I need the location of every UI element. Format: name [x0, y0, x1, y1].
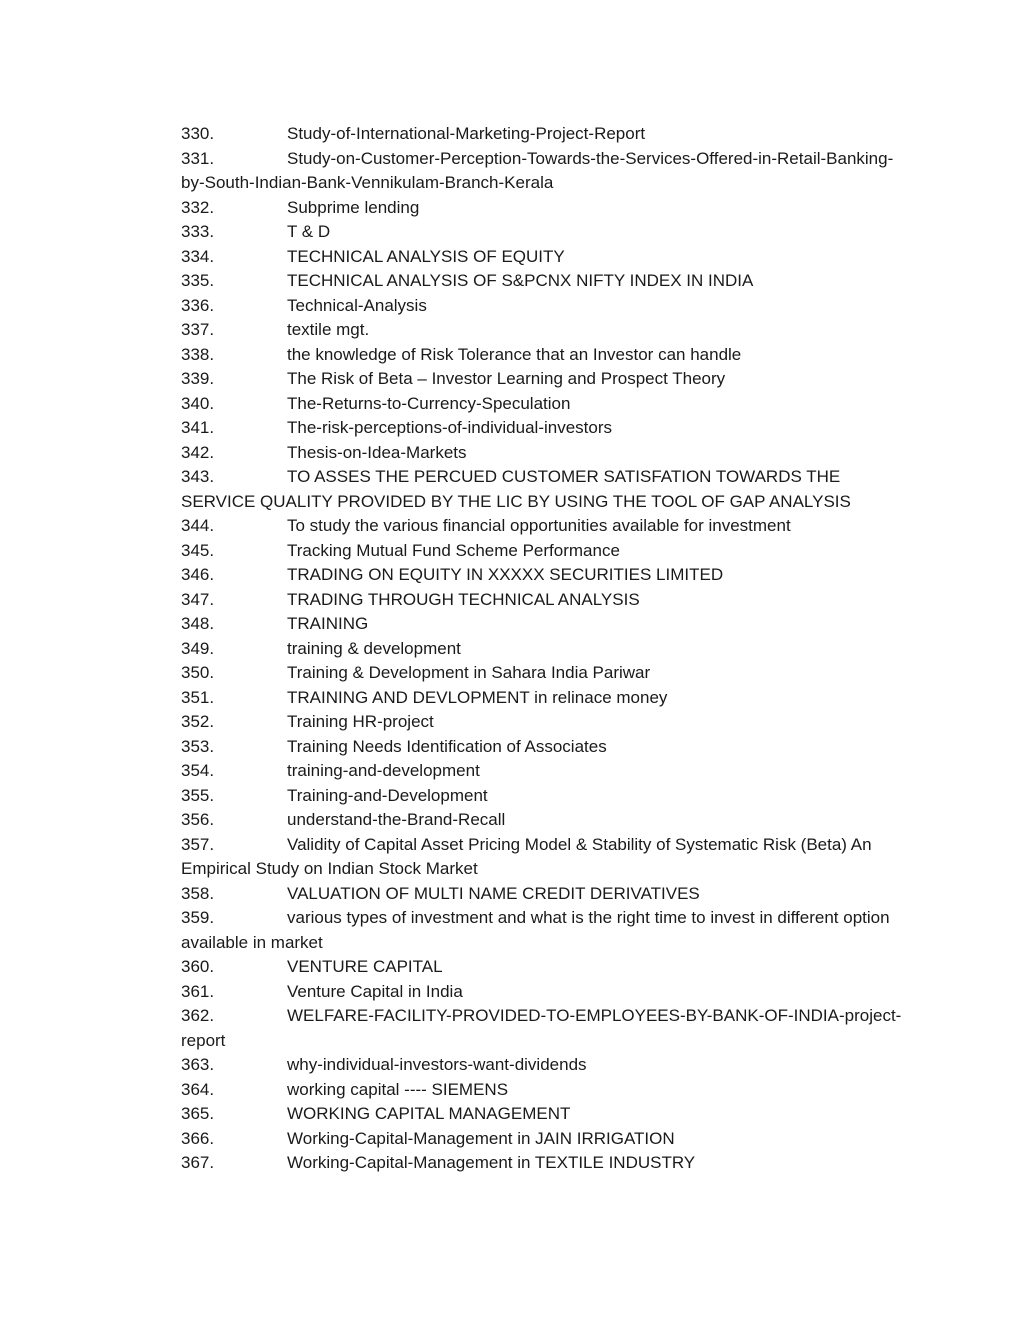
item-title: Training & Development in Sahara India Pariwar	[287, 663, 651, 682]
item-title: Study-on-Customer-Perception-Towards-the-Services-Offered-in-Retail-Banking-by-South-Indian-Bank-Vennikulam-Branch-Kerala	[181, 148, 894, 192]
item-title: To study the various financial opportunities available for investment	[287, 516, 791, 535]
list-item	[181, 416, 911, 441]
list-item	[181, 955, 911, 980]
list-item	[181, 588, 911, 613]
item-title: The-risk-perceptions-of-individual-investors	[287, 418, 613, 437]
item-number: 353.	[181, 736, 215, 756]
list-item	[181, 735, 911, 760]
item-title: Working-Capital-Management in JAIN IRRIGATION	[287, 1128, 675, 1148]
item-title: Training HR-project	[287, 712, 434, 731]
item-number: 347.	[181, 589, 215, 609]
list-item	[181, 1151, 911, 1176]
list-item	[181, 196, 911, 221]
item-title: TECHNICAL ANALYSIS OF S&PCNX NIFTY INDEX IN INDIA	[287, 271, 754, 290]
item-number: 339.	[181, 369, 215, 388]
list-item	[181, 612, 911, 637]
list-item	[181, 220, 911, 245]
item-number: 335.	[181, 271, 215, 290]
list-item	[181, 343, 911, 368]
list-item	[181, 1078, 911, 1103]
item-title: Validity of Capital Asset Pricing Model & Stability of Systematic Risk (Beta) An Empirical Study on Indian Stock Market	[181, 834, 872, 878]
item-number: 356.	[181, 810, 215, 829]
item-title: TO ASSES THE PERCUED CUSTOMER SATISFATION TOWARDS THE SERVICE QUALITY PROVIDED BY THE LIC BY USING THE TOOL OF GAP ANALYSIS	[181, 467, 851, 511]
list-item	[181, 392, 911, 417]
item-number: 360.	[181, 957, 215, 976]
document-page	[181, 122, 911, 1176]
item-number: 337.	[181, 320, 215, 339]
item-title: TECHNICAL ANALYSIS OF EQUITY	[287, 246, 565, 266]
list-item	[181, 147, 911, 196]
item-title: TRAINING AND DEVLOPMENT in relinace money	[287, 687, 668, 707]
list-item	[181, 1127, 911, 1152]
item-title: training & development	[287, 638, 461, 658]
list-item	[181, 833, 911, 882]
item-title: various types of investment and what is the right time to invest in different option available in market	[181, 908, 890, 952]
item-number: 351.	[181, 687, 215, 707]
item-title: Training Needs Identification of Associates	[287, 736, 607, 756]
item-title: T & D	[287, 222, 331, 241]
item-number: 336.	[181, 295, 215, 315]
list-item	[181, 318, 911, 343]
item-number: 342.	[181, 442, 215, 462]
item-title: working capital ---- SIEMENS	[287, 1079, 509, 1099]
item-number: 330.	[181, 124, 215, 143]
list-item	[181, 1053, 911, 1078]
item-title: Thesis-on-Idea-Markets	[287, 442, 467, 462]
list-item	[181, 661, 911, 686]
item-title: WORKING CAPITAL MANAGEMENT	[287, 1104, 571, 1123]
item-title: Venture Capital in India	[287, 981, 463, 1001]
list-item	[181, 441, 911, 466]
item-number: 333.	[181, 222, 215, 241]
item-number: 343.	[181, 467, 215, 486]
list-item	[181, 269, 911, 294]
list-item	[181, 245, 911, 270]
list-item	[181, 784, 911, 809]
list-item	[181, 539, 911, 564]
list-item	[181, 906, 911, 955]
item-number: 334.	[181, 246, 215, 266]
item-title: The Risk of Beta – Investor Learning and Prospect Theory	[287, 369, 726, 388]
item-title: the knowledge of Risk Tolerance that an Investor can handle	[287, 344, 742, 364]
item-number: 358.	[181, 883, 215, 903]
item-number: 364.	[181, 1079, 215, 1099]
item-title: training-and-development	[287, 761, 480, 780]
item-number: 348.	[181, 614, 215, 633]
item-number: 355.	[181, 785, 215, 805]
item-title: why-individual-investors-want-dividends	[287, 1055, 587, 1074]
item-number: 362.	[181, 1006, 215, 1025]
item-title: Subprime lending	[287, 197, 420, 217]
item-number: 354.	[181, 761, 215, 780]
list-item	[181, 465, 911, 514]
item-title: Study-of-International-Marketing-Project-Report	[287, 124, 646, 143]
list-item	[181, 1102, 911, 1127]
item-title: TRADING ON EQUITY IN XXXXX SECURITIES LIMITED	[287, 565, 724, 584]
item-title: textile mgt.	[287, 320, 370, 339]
item-number: 349.	[181, 638, 215, 658]
item-title: The-Returns-to-Currency-Speculation	[287, 393, 571, 413]
list-item	[181, 514, 911, 539]
item-title: TRADING THROUGH TECHNICAL ANALYSIS	[287, 589, 640, 609]
item-number: 340.	[181, 393, 215, 413]
item-number: 332.	[181, 197, 215, 217]
item-number: 365.	[181, 1104, 215, 1123]
item-title: understand-the-Brand-Recall	[287, 810, 506, 829]
item-number: 359.	[181, 908, 215, 927]
item-number: 361.	[181, 981, 215, 1001]
item-number: 357.	[181, 834, 215, 854]
item-number: 331.	[181, 148, 215, 168]
item-number: 366.	[181, 1128, 215, 1148]
item-number: 338.	[181, 344, 215, 364]
item-number: 367.	[181, 1153, 215, 1172]
item-title: VALUATION OF MULTI NAME CREDIT DERIVATIVES	[287, 883, 700, 903]
item-number: 341.	[181, 418, 215, 437]
item-number: 363.	[181, 1055, 215, 1074]
list-item	[181, 686, 911, 711]
item-number: 344.	[181, 516, 215, 535]
item-title: Training-and-Development	[287, 785, 488, 805]
list-item	[181, 563, 911, 588]
item-title: Working-Capital-Management in TEXTILE INDUSTRY	[287, 1153, 696, 1172]
item-number: 350.	[181, 663, 215, 682]
item-number: 346.	[181, 565, 215, 584]
item-title: Tracking Mutual Fund Scheme Performance	[287, 540, 620, 560]
item-title: Technical-Analysis	[287, 295, 427, 315]
item-title: WELFARE-FACILITY-PROVIDED-TO-EMPLOYEES-BY-BANK-OF-INDIA-project-report	[181, 1006, 902, 1050]
item-number: 352.	[181, 712, 215, 731]
list-item	[181, 637, 911, 662]
list-item	[181, 294, 911, 319]
list-item	[181, 122, 911, 147]
list-item	[181, 808, 911, 833]
list-item	[181, 980, 911, 1005]
list-item	[181, 710, 911, 735]
list-item	[181, 1004, 911, 1053]
item-title: TRAINING	[287, 614, 369, 633]
list-item	[181, 882, 911, 907]
item-title: VENTURE CAPITAL	[287, 957, 443, 976]
list-item	[181, 367, 911, 392]
item-number: 345.	[181, 540, 215, 560]
list-item	[181, 759, 911, 784]
